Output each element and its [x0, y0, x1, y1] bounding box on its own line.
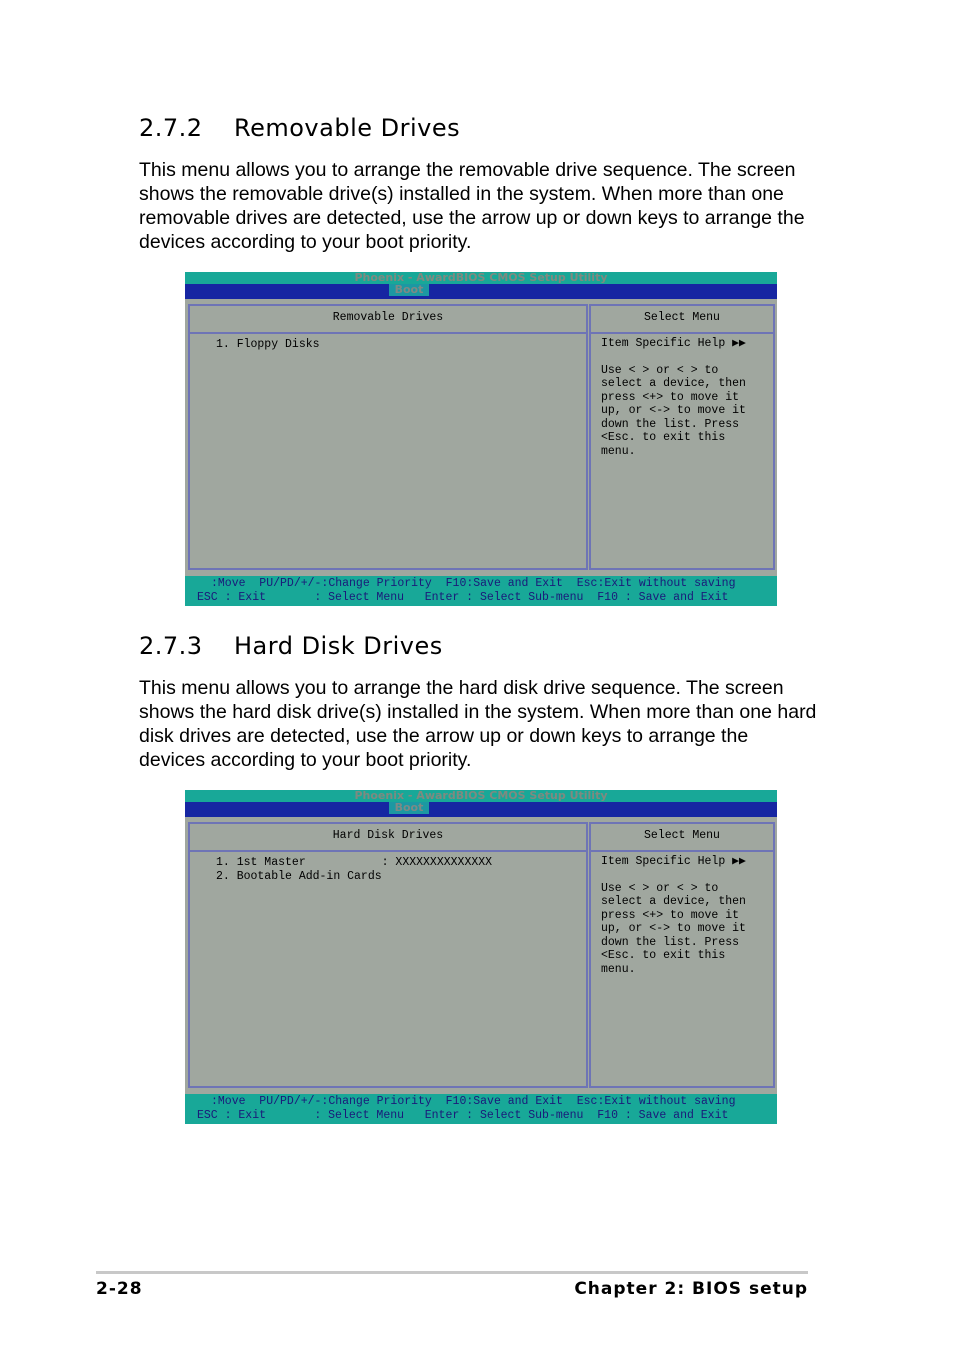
bios-help-heading: Item Specific Help ▶▶: [601, 337, 746, 350]
bios-screenshot-removable-drives: [185, 272, 777, 606]
bios-key-legend-line1: :Move PU/PD/+/-:Change Priority F10:Save and Exit Esc:Exit without saving: [211, 577, 736, 590]
section-title: Removable Drives: [234, 114, 461, 142]
bios-main-panel: [188, 304, 588, 570]
bios-key-legend: [185, 1094, 777, 1124]
bios-help-heading: Item Specific Help ▶▶: [601, 855, 746, 868]
bios-side-heading: Select Menu: [591, 306, 773, 334]
bios-key-legend-line1: :Move PU/PD/+/-:Change Priority F10:Save and Exit Esc:Exit without saving: [211, 1095, 736, 1108]
bios-main-panel: [188, 822, 588, 1088]
bios-title: Phoenix - AwardBIOS CMOS Setup Utility: [185, 272, 777, 284]
page-number: 2-28: [96, 1279, 143, 1299]
chapter-title: Chapter 2: BIOS setup: [574, 1279, 808, 1299]
section-body-hard-disk-drives: This menu allows you to arrange the hard disk drive sequence. The screen shows the hard disk drive(s) installed in the system. When more than one hard disk drives are detected, use the arrow up or down keys to arrange the devices according to your boot priority.: [139, 677, 817, 771]
bios-panel-heading: Hard Disk Drives: [190, 824, 586, 852]
section-heading-hard-disk-drives: [139, 632, 443, 660]
bios-screenshot-hard-disk-drives: [185, 790, 777, 1124]
bios-menu-bar: [185, 284, 777, 299]
section-title: Hard Disk Drives: [234, 632, 443, 660]
bios-menu-boot[interactable]: Boot: [389, 802, 429, 814]
bios-menu-bar: [185, 802, 777, 817]
bios-item-list[interactable]: 1. Floppy Disks: [216, 338, 320, 351]
bios-help-panel: [589, 304, 775, 570]
section-number: 2.7.3: [139, 632, 203, 660]
section-body-removable-drives: This menu allows you to arrange the removable drive sequence. The screen shows the removable drive(s) installed in the system. When more than one removable drives are detected, use the arrow up or down keys to arrange the devices according to your boot priority.: [139, 159, 805, 253]
bios-title: Phoenix - AwardBIOS CMOS Setup Utility: [185, 790, 777, 802]
bios-key-legend-line2: ESC : Exit : Select Menu Enter : Select Sub-menu F10 : Save and Exit: [197, 591, 729, 604]
bios-help-panel: [589, 822, 775, 1088]
bios-side-heading: Select Menu: [591, 824, 773, 852]
section-number: 2.7.2: [139, 114, 203, 142]
bios-key-legend: [185, 576, 777, 606]
bios-help-content: [601, 337, 773, 458]
bios-help-text: Use < > or < > to select a device, then press <+> to move it up, or <-> to move it down the list. Press <Esc. to exit this menu.: [601, 363, 746, 458]
bios-help-content: [601, 855, 773, 976]
bios-help-text: Use < > or < > to select a device, then press <+> to move it up, or <-> to move it down the list. Press <Esc. to exit this menu.: [601, 881, 746, 976]
section-heading-removable-drives: [139, 114, 460, 142]
bios-panel-heading: Removable Drives: [190, 306, 586, 334]
bios-item-list[interactable]: 1. 1st Master : XXXXXXXXXXXXXX 2. Bootable Add-in Cards: [216, 856, 493, 883]
bios-menu-boot[interactable]: Boot: [389, 284, 429, 296]
footer-rule: [96, 1271, 808, 1274]
bios-key-legend-line2: ESC : Exit : Select Menu Enter : Select Sub-menu F10 : Save and Exit: [197, 1109, 729, 1122]
